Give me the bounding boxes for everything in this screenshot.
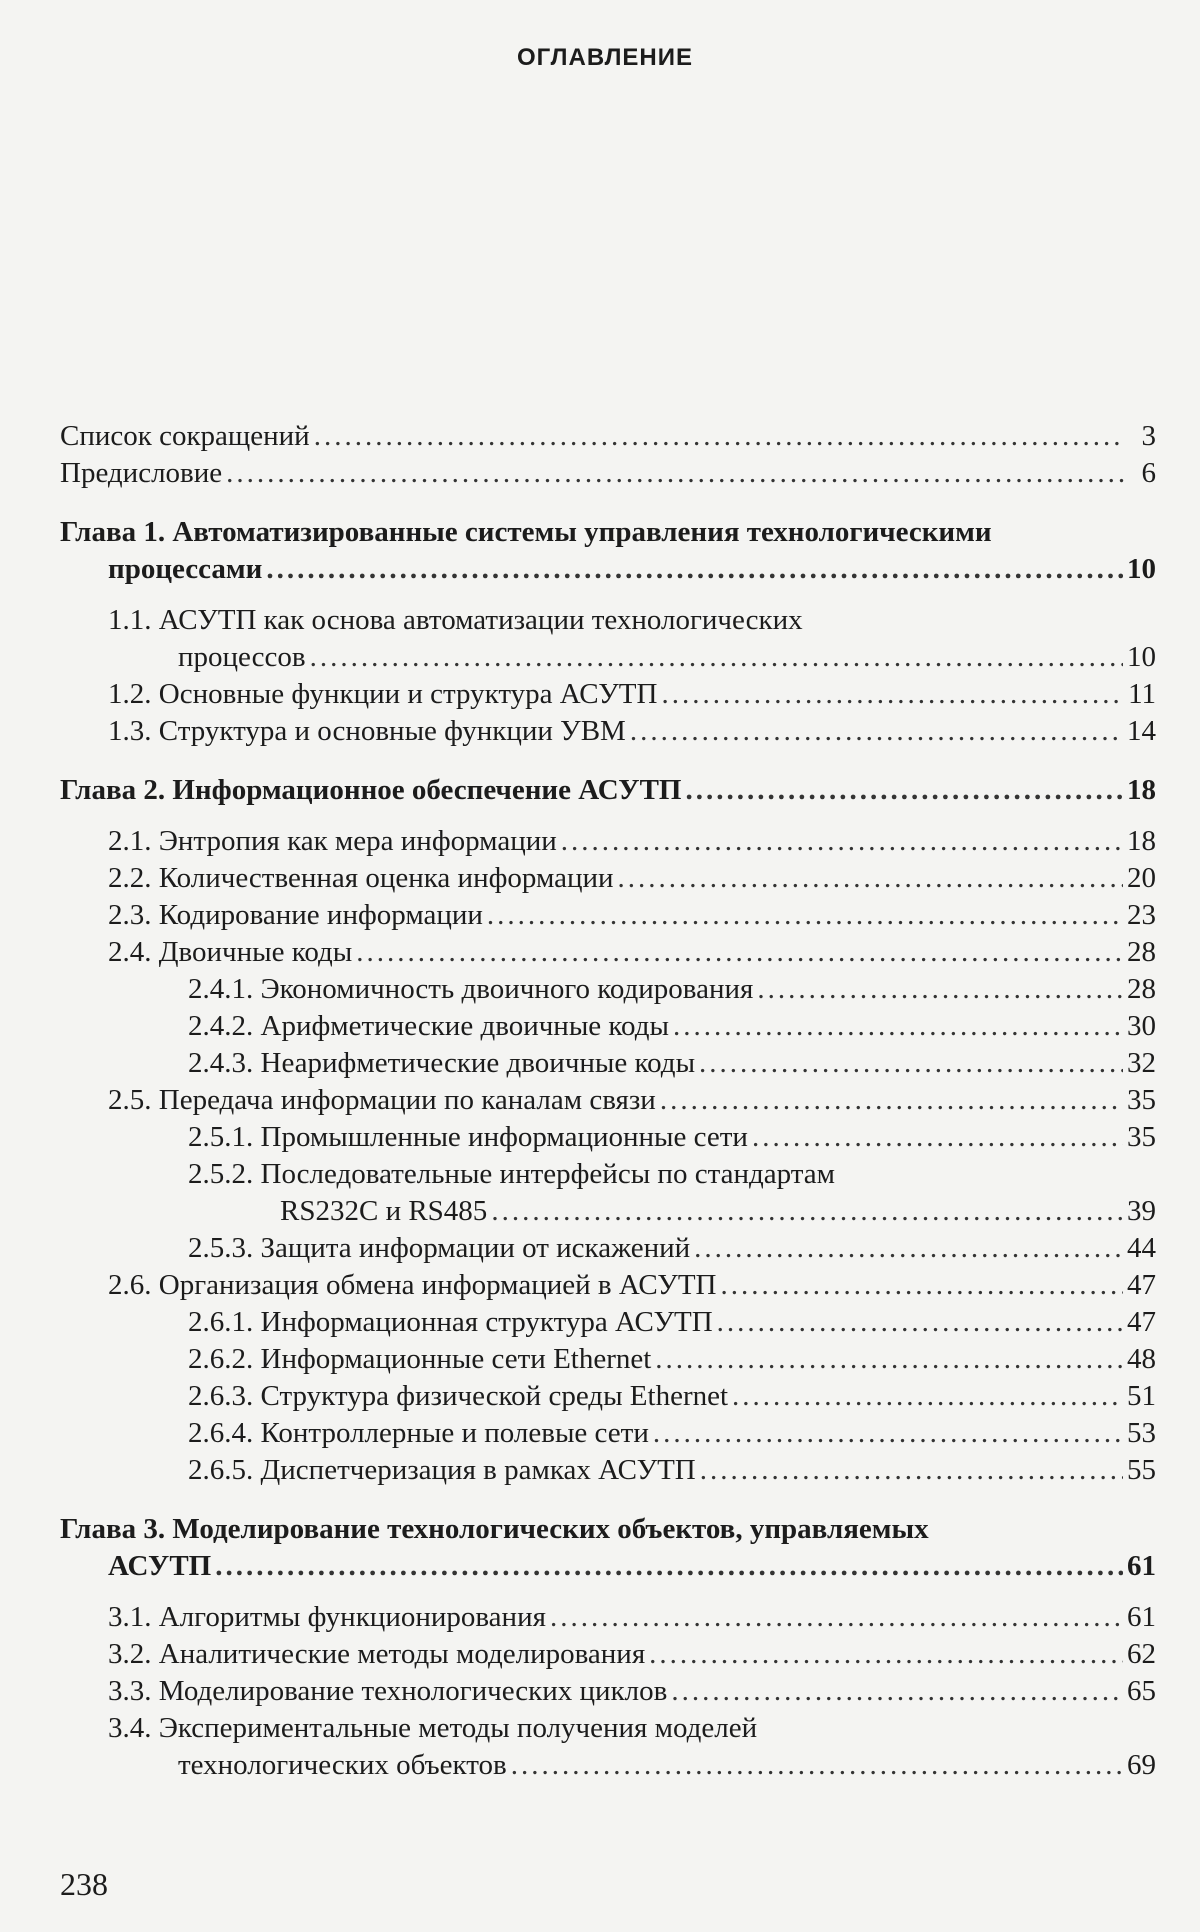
toc-entry-label: 2.6.2. Информационные сети Ethernet xyxy=(188,1343,652,1375)
toc-entry-page: 18 xyxy=(1127,825,1156,857)
toc-section-3-4-heading[interactable]: 3.4. Экспериментальные методы получения моделей xyxy=(108,1712,758,1744)
toc-section-2-5-2[interactable] xyxy=(60,1193,1156,1230)
dot-leader xyxy=(511,1747,1123,1784)
toc-section-2-5-3[interactable] xyxy=(60,1230,1156,1267)
dot-leader xyxy=(655,1341,1123,1378)
toc-entry-page: 20 xyxy=(1127,862,1156,894)
dot-leader xyxy=(653,1415,1123,1452)
dot-leader xyxy=(671,1673,1123,1710)
toc-entry-page: 28 xyxy=(1127,973,1156,1005)
dot-leader xyxy=(550,1599,1123,1636)
dot-leader xyxy=(491,1193,1123,1230)
toc-entry-page: 53 xyxy=(1127,1417,1156,1449)
toc-entry-page: 18 xyxy=(1127,774,1156,806)
page-number: 238 xyxy=(60,1866,108,1902)
toc-chapter-3[interactable] xyxy=(60,1548,1156,1585)
table-of-contents xyxy=(60,418,1156,1784)
toc-section-2-1[interactable] xyxy=(60,823,1156,860)
toc-section-2-6-5[interactable] xyxy=(60,1452,1156,1489)
toc-entry-page: 47 xyxy=(1127,1269,1156,1301)
toc-entry-label: 1.2. Основные функции и структура АСУТП xyxy=(108,678,658,710)
toc-entry-page: 3 xyxy=(1141,420,1156,452)
toc-entry-page: 62 xyxy=(1127,1638,1156,1670)
dot-leader xyxy=(732,1378,1123,1415)
toc-section-1-1-heading[interactable]: 1.1. АСУТП как основа автоматизации технологических xyxy=(108,604,803,636)
toc-entry-abbreviations[interactable] xyxy=(60,418,1156,455)
toc-entry-label: 1.3. Структура и основные функции УВМ xyxy=(108,715,626,747)
dot-leader xyxy=(487,897,1123,934)
toc-entry-label: 2.6.5. Диспетчеризация в рамках АСУТП xyxy=(188,1454,696,1486)
dot-leader xyxy=(356,934,1123,971)
toc-entry-label: процессов xyxy=(178,641,306,673)
toc-entry-label: 2.4.1. Экономичность двоичного кодирования xyxy=(188,973,754,1005)
toc-entry-label: 2.6. Организация обмена информацией в АСУТП xyxy=(108,1269,717,1301)
dot-leader xyxy=(660,1082,1123,1119)
dot-leader xyxy=(630,713,1123,750)
toc-entry-label: 3.1. Алгоритмы функционирования xyxy=(108,1601,546,1633)
toc-entry-label: 2.4.2. Арифметические двоичные коды xyxy=(188,1010,669,1042)
toc-entry-page: 23 xyxy=(1127,899,1156,931)
toc-section-2-5-1[interactable] xyxy=(60,1119,1156,1156)
toc-entry-page: 35 xyxy=(1127,1084,1156,1116)
dot-leader xyxy=(649,1636,1123,1673)
toc-entry-page: 35 xyxy=(1127,1121,1156,1153)
toc-entry-preface[interactable] xyxy=(60,455,1156,492)
toc-entry-page: 39 xyxy=(1127,1195,1156,1227)
toc-section-3-2[interactable] xyxy=(60,1636,1156,1673)
dot-leader xyxy=(717,1304,1123,1341)
dot-leader xyxy=(310,639,1123,676)
toc-chapter-3-heading[interactable]: Глава 3. Моделирование технологических объектов, управляемых xyxy=(60,1513,929,1545)
toc-entry-label: 2.5.1. Промышленные информационные сети xyxy=(188,1121,748,1153)
toc-entry-page: 14 xyxy=(1127,715,1156,747)
toc-entry-page: 61 xyxy=(1127,1601,1156,1633)
dot-leader xyxy=(661,676,1124,713)
toc-entry-page: 30 xyxy=(1127,1010,1156,1042)
dot-leader xyxy=(699,1045,1123,1082)
toc-entry-label: Список сокращений xyxy=(60,420,310,452)
dot-leader xyxy=(266,551,1123,588)
toc-section-2-4-1[interactable] xyxy=(60,971,1156,1008)
toc-entry-label: 2.6.1. Информационная структура АСУТП xyxy=(188,1306,713,1338)
toc-section-1-1[interactable] xyxy=(60,639,1156,676)
toc-entry-page: 10 xyxy=(1127,641,1156,673)
toc-section-2-5-2-heading[interactable]: 2.5.2. Последовательные интерфейсы по стандартам xyxy=(188,1158,835,1190)
toc-section-2-6[interactable] xyxy=(60,1267,1156,1304)
toc-entry-label: 2.2. Количественная оценка информации xyxy=(108,862,614,894)
dot-leader xyxy=(618,860,1123,897)
toc-section-2-6-2[interactable] xyxy=(60,1341,1156,1378)
page-title: ОГЛАВЛЕНИЕ xyxy=(516,44,694,71)
toc-section-2-4-3[interactable] xyxy=(60,1045,1156,1082)
toc-entry-page: 47 xyxy=(1127,1306,1156,1338)
toc-section-3-3[interactable] xyxy=(60,1673,1156,1710)
toc-section-3-4[interactable] xyxy=(60,1747,1156,1784)
dot-leader xyxy=(215,1548,1123,1585)
toc-chapter-1[interactable] xyxy=(60,551,1156,588)
toc-section-1-2[interactable] xyxy=(60,676,1156,713)
toc-entry-label: 2.3. Кодирование информации xyxy=(108,899,483,931)
toc-chapter-2[interactable] xyxy=(60,772,1156,809)
toc-entry-page: 65 xyxy=(1127,1675,1156,1707)
toc-entry-label: Предисловие xyxy=(60,457,223,489)
dot-leader xyxy=(226,455,1124,492)
toc-entry-label: 2.4.3. Неарифметические двоичные коды xyxy=(188,1047,696,1079)
dot-leader xyxy=(673,1008,1123,1045)
toc-section-3-1[interactable] xyxy=(60,1599,1156,1636)
toc-section-2-4-2[interactable] xyxy=(60,1008,1156,1045)
dot-leader xyxy=(561,823,1123,860)
toc-entry-page: 11 xyxy=(1128,678,1156,710)
toc-entry-page: 32 xyxy=(1127,1047,1156,1079)
dot-leader xyxy=(694,1230,1123,1267)
toc-entry-label: технологических объектов xyxy=(178,1749,507,1781)
toc-entry-label: 2.6.4. Контроллерные и полевые сети xyxy=(188,1417,649,1449)
toc-entry-page: 55 xyxy=(1127,1454,1156,1486)
toc-entry-label: 2.6.3. Структура физической среды Ethernet xyxy=(188,1380,729,1412)
toc-section-2-6-1[interactable] xyxy=(60,1304,1156,1341)
toc-entry-page: 48 xyxy=(1127,1343,1156,1375)
toc-entry-label: 2.4. Двоичные коды xyxy=(108,936,353,968)
dot-leader xyxy=(757,971,1123,1008)
toc-section-2-6-3[interactable] xyxy=(60,1378,1156,1415)
toc-entry-page: 44 xyxy=(1127,1232,1156,1264)
toc-section-2-4[interactable] xyxy=(60,934,1156,971)
dot-leader xyxy=(752,1119,1123,1156)
toc-entry-label: 2.5.3. Защита информации от искажений xyxy=(188,1232,691,1264)
toc-entry-page: 51 xyxy=(1127,1380,1156,1412)
toc-section-1-3[interactable] xyxy=(60,713,1156,750)
toc-entry-page: 61 xyxy=(1127,1550,1156,1582)
toc-entry-label: Глава 2. Информационное обеспечение АСУТП xyxy=(60,774,682,806)
toc-entry-page: 69 xyxy=(1127,1749,1156,1781)
toc-entry-label: 3.2. Аналитические методы моделирования xyxy=(108,1638,646,1670)
toc-entry-label: 2.1. Энтропия как мера информации xyxy=(108,825,557,857)
toc-section-2-5[interactable] xyxy=(60,1082,1156,1119)
toc-entry-label: АСУТП xyxy=(108,1550,212,1582)
dot-leader xyxy=(685,772,1123,809)
toc-entry-page: 6 xyxy=(1141,457,1156,489)
toc-entry-page: 28 xyxy=(1127,936,1156,968)
toc-entry-page: 10 xyxy=(1127,553,1156,585)
toc-entry-label: 3.3. Моделирование технологических циклов xyxy=(108,1675,668,1707)
dot-leader xyxy=(314,418,1124,455)
toc-entry-label: процессами xyxy=(108,553,263,585)
toc-section-2-6-4[interactable] xyxy=(60,1415,1156,1452)
toc-entry-label: 2.5. Передача информации по каналам связи xyxy=(108,1084,656,1116)
dot-leader xyxy=(720,1267,1123,1304)
dot-leader xyxy=(700,1452,1123,1489)
toc-section-2-3[interactable] xyxy=(60,897,1156,934)
toc-entry-label: RS232C и RS485 xyxy=(280,1195,488,1227)
toc-chapter-1-heading[interactable]: Глава 1. Автоматизированные системы управления технологическими xyxy=(60,516,992,548)
toc-section-2-2[interactable] xyxy=(60,860,1156,897)
